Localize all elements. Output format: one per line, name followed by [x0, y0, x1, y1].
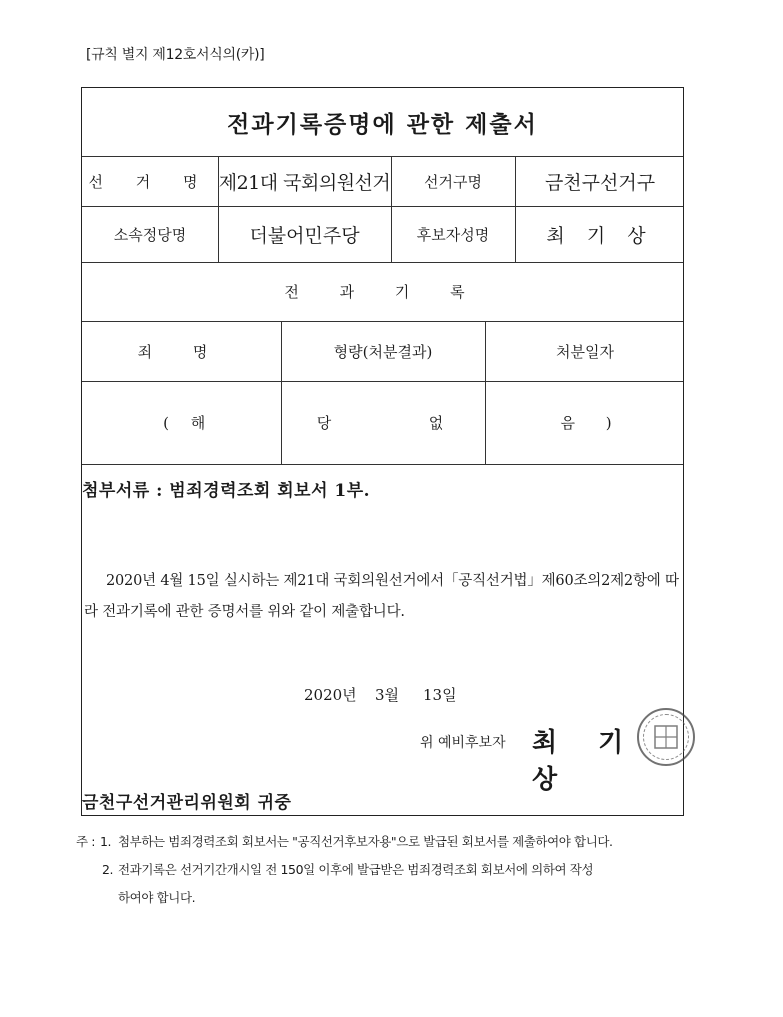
date-column-header: 처분일자 — [556, 342, 614, 361]
crime-column-header: 죄 명 — [137, 342, 226, 361]
footnote-label: 주 : — [76, 834, 96, 849]
footnote-text: 첨부하는 범죄경력조회 회보서는 "공직선거후보자용"으로 발급된 회보서를 제출하여야 합니다. — [118, 834, 613, 849]
sentence-column-header: 형량(처분결과) — [333, 342, 433, 361]
attachment-line: 첨부서류 : 범죄경력조회 회보서 1부. — [82, 481, 371, 501]
recipient-line: 금천구선거관리위원회 귀중 — [82, 793, 292, 813]
party-label: 소속정당명 — [113, 225, 187, 244]
footnotes — [76, 828, 696, 912]
district-value: 금천구선거구 — [544, 171, 656, 194]
row-divider — [82, 464, 683, 465]
date-month: 3월 — [375, 686, 400, 704]
record-none-text: ( — [163, 413, 169, 432]
candidate-value: 최 기 상 — [546, 224, 654, 247]
record-none-text: 당 — [316, 414, 332, 432]
date-year: 2020년 — [304, 686, 357, 704]
record-none-text: 없 — [428, 414, 444, 432]
signer-role: 위 예비후보자 — [420, 735, 506, 751]
record-none-text: 해 — [190, 414, 206, 432]
footnote-number: 2. — [102, 862, 114, 877]
candidate-label: 후보자성명 — [416, 225, 490, 244]
footnote-2 — [76, 856, 696, 884]
party-value: 더불어민주당 — [249, 224, 360, 247]
footnote-text: 하여야 합니다. — [118, 890, 196, 905]
election-label: 선 거 명 — [88, 172, 212, 191]
submission-statement: 2020년 4월 15일 실시하는 제21대 국회의원선거에서「공직선거법」제60조의2제2항에 따라 전과기록에 관한 증명서를 위와 같이 제출합니다. — [84, 573, 679, 620]
record-section-title: 전 과 기 록 — [284, 283, 483, 301]
date-day: 13일 — [423, 686, 457, 704]
official-seal-icon — [637, 708, 695, 766]
footnote-1 — [76, 828, 696, 856]
seal-mark-icon — [649, 720, 683, 754]
signer-name: 최 기 상 — [532, 728, 640, 795]
footnote-number: 1. — [100, 834, 112, 849]
district-label: 선거구명 — [424, 172, 482, 191]
form-title: 전과기록증명에 관한 제출서 — [227, 110, 538, 138]
footnote-2-continued — [76, 884, 696, 912]
footnote-text: 전과기록은 선거기간개시일 전 150일 이후에 발급받은 범죄경력조회 회보서에 의하여 작성 — [118, 862, 594, 877]
election-value: 제21대 국회의원선거 — [218, 171, 391, 194]
form-code: [규칙 별지 제12호서식의(카)] — [86, 47, 265, 63]
submission-form — [81, 87, 684, 816]
record-none-text: 음 ) — [560, 414, 612, 432]
